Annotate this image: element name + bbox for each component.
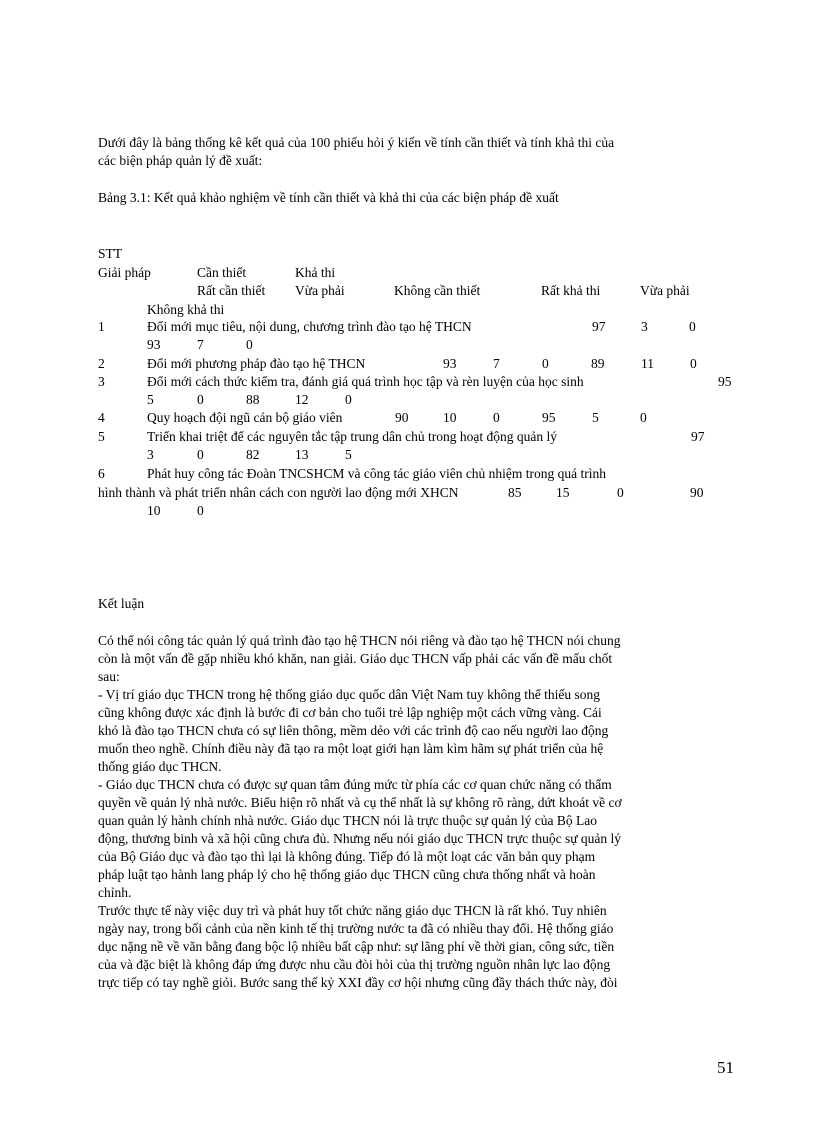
- row-1-v2: 3: [641, 319, 648, 334]
- header-vua-phai-2: Vừa phải: [640, 283, 690, 298]
- conclusion-line: quan quản lý hành chính nhà nước. Giáo dục THCN nói là trực thuộc sự quản lý của Bộ Lao: [98, 813, 597, 828]
- header-can-thiet: Cần thiết: [197, 265, 247, 280]
- row-1-text: Đổi mới mục tiêu, nội dung, chương trình đào tạo hệ THCN: [147, 319, 472, 334]
- conclusion-line: Trước thực tế này việc duy trì và phát huy tốt chức năng giáo dục THCN là rất khó. Tuy nhiên: [98, 903, 607, 918]
- row-4-num: 4: [98, 410, 105, 425]
- row-5-v5: 13: [295, 447, 309, 462]
- conclusion-line: của và đặc biệt là không đáp ứng được nhu cầu đòi hỏi của thị trường nguồn nhân lực lao động: [98, 957, 611, 972]
- row-5-v1: 97: [691, 429, 705, 444]
- conclusion-line: sau:: [98, 669, 120, 684]
- row-6-v2: 15: [556, 485, 570, 500]
- intro-line-1: Dưới đây là bảng thống kê kết quả của 100 phiếu hỏi ý kiến về tính cần thiết và tính khả thi của: [98, 135, 615, 150]
- row-4-v1: 90: [395, 410, 409, 425]
- row-4-text: Quy hoạch đội ngũ cán bộ giáo viên: [147, 410, 343, 425]
- conclusion-line: động, thương binh và xã hội cũng chưa đủ. Nhưng nếu nói giáo dục THCN trực thuộc sự quản lý: [98, 831, 622, 846]
- row-6-text-cont: hình thành và phát triển nhân cách con người lao động mới XHCN: [98, 485, 459, 500]
- header-giai-phap: Giải pháp: [98, 265, 151, 280]
- intro-line-2: các biện pháp quản lý đề xuất:: [98, 153, 263, 168]
- row-3-v6: 0: [345, 392, 352, 407]
- row-3-v2: 5: [147, 392, 154, 407]
- row-6-v1: 85: [508, 485, 522, 500]
- row-2-num: 2: [98, 356, 105, 371]
- conclusion-line: muốn theo nghề. Chính điều này đã tạo ra một loạt giới hạn làm kìm hãm sự phát triển của hệ: [98, 741, 604, 756]
- row-5-text: Triển khai triệt để các nguyên tắc tập trung dân chủ trong hoạt động quản lý: [147, 429, 558, 444]
- row-4-v3: 0: [493, 410, 500, 425]
- row-2-v4: 89: [591, 356, 605, 371]
- header-vua-phai-1: Vừa phải: [295, 283, 345, 298]
- row-6-v3: 0: [617, 485, 624, 500]
- header-kha-thi: Khả thi: [295, 265, 336, 280]
- conclusion-line: quyền về quản lý nhà nước. Biểu hiện rõ nhất và cụ thể nhất là sự không rõ ràng, dứt khoát về cơ: [98, 795, 622, 810]
- row-5-v6: 5: [345, 447, 352, 462]
- row-2-v6: 0: [690, 356, 697, 371]
- row-5-v4: 82: [246, 447, 260, 462]
- conclusion-line: trực tiếp có tay nghề giỏi. Bước sang thế kỷ XXI đầy cơ hội nhưng cũng đầy thách thức này, đòi: [98, 975, 618, 990]
- table-caption: Bảng 3.1: Kết quả khảo nghiệm về tính cần thiết và khả thi của các biện pháp đề xuất: [98, 190, 559, 205]
- row-4-v4: 95: [542, 410, 556, 425]
- row-4-v5: 5: [592, 410, 599, 425]
- row-3-v1: 95: [718, 374, 732, 389]
- conclusion-line: - Vị trí giáo dục THCN trong hệ thống giáo dục quốc dân Việt Nam tuy không thể thiếu song: [98, 687, 600, 702]
- row-2-v3: 0: [542, 356, 549, 371]
- row-5-v3: 0: [197, 447, 204, 462]
- row-2-text: Đổi mới phương pháp đào tạo hệ THCN: [147, 356, 366, 371]
- row-6-v4: 90: [690, 485, 704, 500]
- row-6-text: Phát huy công tác Đoàn TNCSHCM và công tác giáo viên chủ nhiệm trong quá trình: [147, 466, 607, 481]
- row-6-num: 6: [98, 466, 105, 481]
- row-3-num: 3: [98, 374, 105, 389]
- header-stt: STT: [98, 246, 123, 261]
- row-2-v1: 93: [443, 356, 457, 371]
- conclusion-line: của Bộ Giáo dục và đào tạo thì lại là không đúng. Tiếp đó là một loạt các văn bản quy phạm: [98, 849, 596, 864]
- row-3-v4: 88: [246, 392, 260, 407]
- conclusion-line: còn là một vấn đề gặp nhiều khó khăn, nan giải. Giáo dục THCN vấp phải các vấn đề mấu chốt: [98, 651, 613, 666]
- row-2-v2: 7: [493, 356, 500, 371]
- conclusion-line: - Giáo dục THCN chưa có được sự quan tâm đúng mức từ phía các cơ quan chức năng có thẩm: [98, 777, 612, 792]
- row-6-v6: 0: [197, 503, 204, 518]
- conclusion-title: Kết luận: [98, 596, 145, 611]
- conclusion-line: ngày nay, trong bối cảnh của nền kinh tế thị trường nước ta đã có nhiều thay đổi. Hệ thống giáo: [98, 921, 614, 936]
- conclusion-line: Có thể nói công tác quản lý quá trình đào tạo hệ THCN nói riêng và đào tạo hệ THCN nói chung: [98, 633, 621, 648]
- conclusion-line: khó là đào tạo THCN chưa có sự liên thông, mềm dẻo với các trình độ cao nếu người lao động: [98, 723, 609, 738]
- row-5-num: 5: [98, 429, 105, 444]
- conclusion-line: dục nặng nề về văn bằng đang bộc lộ nhiều bất cập như: sự lãng phí về thời gian, công sức, tiền: [98, 939, 615, 954]
- header-khong-can-thiet: Không cần thiết: [394, 283, 481, 298]
- row-3-text: Đổi mới cách thức kiểm tra, đánh giá quá trình học tập và rèn luyện của học sinh: [147, 374, 584, 389]
- row-4-v2: 10: [443, 410, 457, 425]
- row-4-v6: 0: [640, 410, 647, 425]
- row-1-v1: 97: [592, 319, 606, 334]
- header-rat-kha-thi: Rất khả thi: [541, 283, 601, 298]
- row-1-v3: 0: [689, 319, 696, 334]
- row-5-v2: 3: [147, 447, 154, 462]
- row-6-v5: 10: [147, 503, 161, 518]
- row-1-v5: 7: [197, 337, 204, 352]
- row-1-v6: 0: [246, 337, 253, 352]
- header-rat-can-thiet: Rất cần thiết: [197, 283, 266, 298]
- row-3-v5: 12: [295, 392, 309, 407]
- row-3-v3: 0: [197, 392, 204, 407]
- page-number: 51: [717, 1058, 734, 1077]
- conclusion-line: cũng không được xác định là bước đi cơ bản cho tuổi trẻ lập nghiệp một cách vững vàng. Cái: [98, 705, 602, 720]
- row-1-v4: 93: [147, 337, 161, 352]
- conclusion-line: pháp luật tạo hành lang pháp lý cho hệ thống giáo dục THCN cũng chưa thống nhất và hoàn: [98, 867, 596, 882]
- conclusion-line: thống giáo dục THCN.: [98, 759, 222, 774]
- row-1-num: 1: [98, 319, 105, 334]
- conclusion-line: chỉnh.: [98, 885, 132, 900]
- row-2-v5: 11: [641, 356, 654, 371]
- header-khong-kha-thi: Không khả thi: [147, 302, 225, 317]
